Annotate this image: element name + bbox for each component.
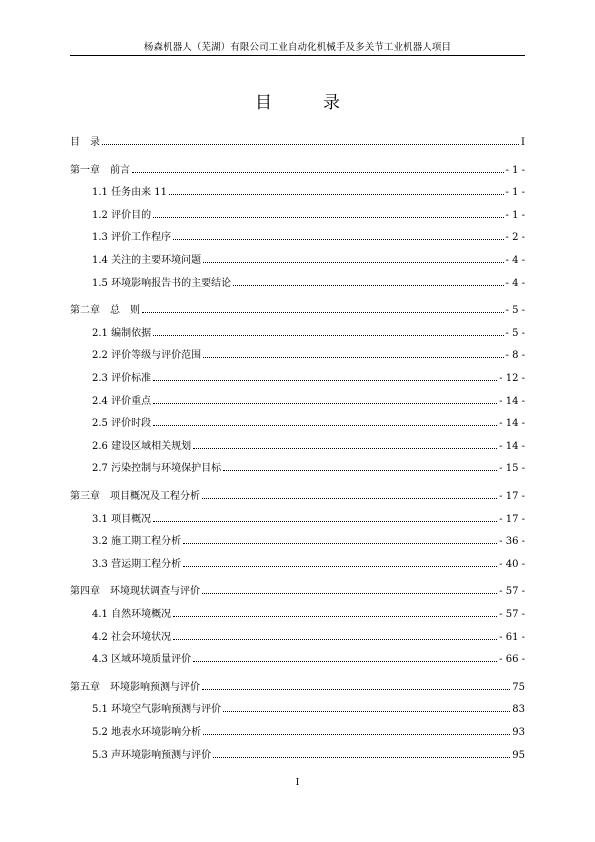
toc-dot-leader <box>223 470 497 471</box>
toc-entry-page-number: - 4 - <box>505 255 525 266</box>
toc-dot-leader <box>142 312 504 313</box>
toc-entry-label: 1.5 环境影响报告书的主要结论 <box>92 277 232 289</box>
toc-section-entry[interactable] <box>92 345 525 361</box>
toc-dot-leader <box>183 566 497 567</box>
toc-section-entry[interactable] <box>92 458 525 474</box>
toc-entry-page-number: - 40 - <box>499 558 525 570</box>
toc-entry-label: 2.5 评价时段 <box>92 418 152 430</box>
running-header: 杨森机器人（芜湖）有限公司工业自动化机械手及多关节工业机器人项目 <box>143 42 452 53</box>
toc-section-entry[interactable] <box>92 323 525 339</box>
toc-section-entry[interactable] <box>92 509 525 525</box>
toc-entry-page-number: 83 <box>512 704 525 716</box>
toc-entry-label: 1.3 评价工作程序 <box>92 232 172 244</box>
toc-entry-page-number: - 17 - <box>499 513 525 525</box>
toc-entry-label: 第一章 前言 <box>70 164 130 176</box>
toc-entry-page-number: I <box>521 137 525 148</box>
toc-chapter-entry[interactable] <box>70 160 525 176</box>
toc-section-entry[interactable] <box>92 745 525 761</box>
toc-entry-page-number: - 17 - <box>499 491 525 502</box>
toc-entry-page-number: - 57 - <box>499 609 525 620</box>
toc-chapter-entry[interactable] <box>70 132 525 148</box>
toc-section-entry[interactable] <box>92 436 525 452</box>
toc-entry-label: 3.2 施工期工程分析 <box>92 536 182 548</box>
toc-dot-leader <box>202 689 510 690</box>
toc-entry-page-number: - 14 - <box>499 395 525 407</box>
toc-entry-label: 第四章 环境现状调查与评价 <box>70 586 200 598</box>
toc-dot-leader <box>202 593 497 594</box>
toc-chapter-entry[interactable] <box>70 486 525 502</box>
toc-dot-leader <box>153 403 497 404</box>
toc-dot-leader <box>193 448 497 449</box>
toc-entry-label: 1.1 任务由来 11 <box>92 187 167 199</box>
toc-section-entry[interactable] <box>92 205 525 221</box>
toc-entry-label: 4.2 社会环境状况 <box>92 631 172 643</box>
toc-chapter-entry[interactable] <box>70 581 525 597</box>
toc-dot-leader <box>223 711 510 712</box>
toc-dot-leader <box>203 262 503 263</box>
toc-dot-leader <box>233 285 503 286</box>
toc-dot-leader <box>153 380 497 381</box>
toc-entry-page-number: - 15 - <box>499 463 525 475</box>
toc-section-entry[interactable] <box>92 391 525 407</box>
toc-dot-leader <box>169 194 504 195</box>
toc-chapter-entry[interactable] <box>70 677 525 693</box>
toc-dot-leader <box>102 144 519 145</box>
toc-dot-leader <box>203 357 503 358</box>
toc-dot-leader <box>193 661 497 662</box>
toc-section-entry[interactable] <box>92 649 525 665</box>
toc-entry-label: 4.3 区域环境质量评价 <box>92 654 192 666</box>
toc-section-entry[interactable] <box>92 604 525 620</box>
toc-entry-page-number: - 2 - <box>505 232 525 244</box>
toc-entry-label: 3.1 项目概况 <box>92 513 152 525</box>
toc-section-entry[interactable] <box>92 413 525 429</box>
toc-entry-label: 第五章 环境影响预测与评价 <box>70 681 200 693</box>
toc-section-entry[interactable] <box>92 368 525 384</box>
toc-entry-page-number: - 14 - <box>499 418 525 430</box>
toc-section-entry[interactable] <box>92 227 525 243</box>
toc-entry-page-number: - 1 - <box>505 164 525 176</box>
toc-entry-page-number: - 5 - <box>505 327 525 339</box>
toc-dot-leader <box>203 734 510 735</box>
toc-entry-page-number: - 57 - <box>499 586 525 598</box>
toc-entry-label: 第三章 项目概况及工程分析 <box>70 491 200 502</box>
toc-entry-page-number: - 61 - <box>499 631 525 643</box>
toc-entry-label: 5.2 地表水环境影响分析 <box>92 727 202 738</box>
toc-dot-leader <box>132 172 504 173</box>
toc-entry-label: 5.3 声环境影响预测与评价 <box>92 749 212 761</box>
toc-chapter-entry[interactable] <box>70 300 525 316</box>
toc-entry-page-number: - 14 - <box>499 440 525 452</box>
toc-section-entry[interactable] <box>92 531 525 547</box>
toc-entry-label: 2.1 编制依据 <box>92 327 152 339</box>
toc-entry-label: 2.6 建设区域相关规划 <box>92 440 192 452</box>
toc-dot-leader <box>153 425 497 426</box>
toc-entry-label: 5.1 环境空气影响预测与评价 <box>92 704 222 716</box>
toc-entry-page-number: - 8 - <box>505 350 525 362</box>
toc-dot-leader <box>173 616 497 617</box>
toc-dot-leader <box>213 757 510 758</box>
toc-entry-page-number: 75 <box>512 681 525 693</box>
toc-dot-leader <box>183 543 497 544</box>
toc-dot-leader <box>202 498 497 499</box>
toc-entry-label: 3.3 营运期工程分析 <box>92 558 182 570</box>
toc-title: 目 录 <box>255 93 357 113</box>
toc-section-entry[interactable] <box>92 554 525 570</box>
toc-entry-page-number: - 1 - <box>505 209 525 221</box>
toc-entry-label: 2.4 评价重点 <box>92 395 152 407</box>
toc-entry-page-number: 95 <box>512 749 525 761</box>
toc-entry-label: 2.7 污染控制与环境保护目标 <box>92 463 222 475</box>
toc-entry-page-number: - 5 - <box>505 305 525 317</box>
toc-entry-page-number: - 66 - <box>499 654 525 666</box>
toc-section-entry[interactable] <box>92 182 525 198</box>
toc-section-entry[interactable] <box>92 699 525 715</box>
toc-entry-label: 4.1 自然环境概况 <box>92 609 172 620</box>
toc-entry-label: 目 录 <box>70 137 100 148</box>
toc-entry-label: 第二章 总 则 <box>70 305 140 317</box>
toc-entry-page-number: - 1 - <box>505 187 525 199</box>
toc-dot-leader <box>153 335 503 336</box>
toc-section-entry[interactable] <box>92 627 525 643</box>
toc-section-entry[interactable] <box>92 250 525 266</box>
toc-section-entry[interactable] <box>92 273 525 289</box>
toc-dot-leader <box>153 217 503 218</box>
toc-dot-leader <box>173 639 497 640</box>
toc-section-entry[interactable] <box>92 722 525 738</box>
toc-entry-label: 2.2 评价等级与评价范围 <box>92 350 202 362</box>
toc-entry-label: 2.3 评价标准 <box>92 373 152 384</box>
toc-entry-page-number: - 36 - <box>499 536 525 548</box>
toc-entry-label: 1.4 关注的主要环境问题 <box>92 255 202 266</box>
toc-entry-page-number: 93 <box>512 727 525 738</box>
toc-entry-page-number: - 4 - <box>505 277 525 289</box>
toc-dot-leader <box>153 521 497 522</box>
toc-entry-page-number: - 12 - <box>499 373 525 384</box>
toc-entry-label: 1.2 评价目的 <box>92 209 152 221</box>
toc-dot-leader <box>173 239 503 240</box>
footer-page-number: I <box>295 778 300 788</box>
